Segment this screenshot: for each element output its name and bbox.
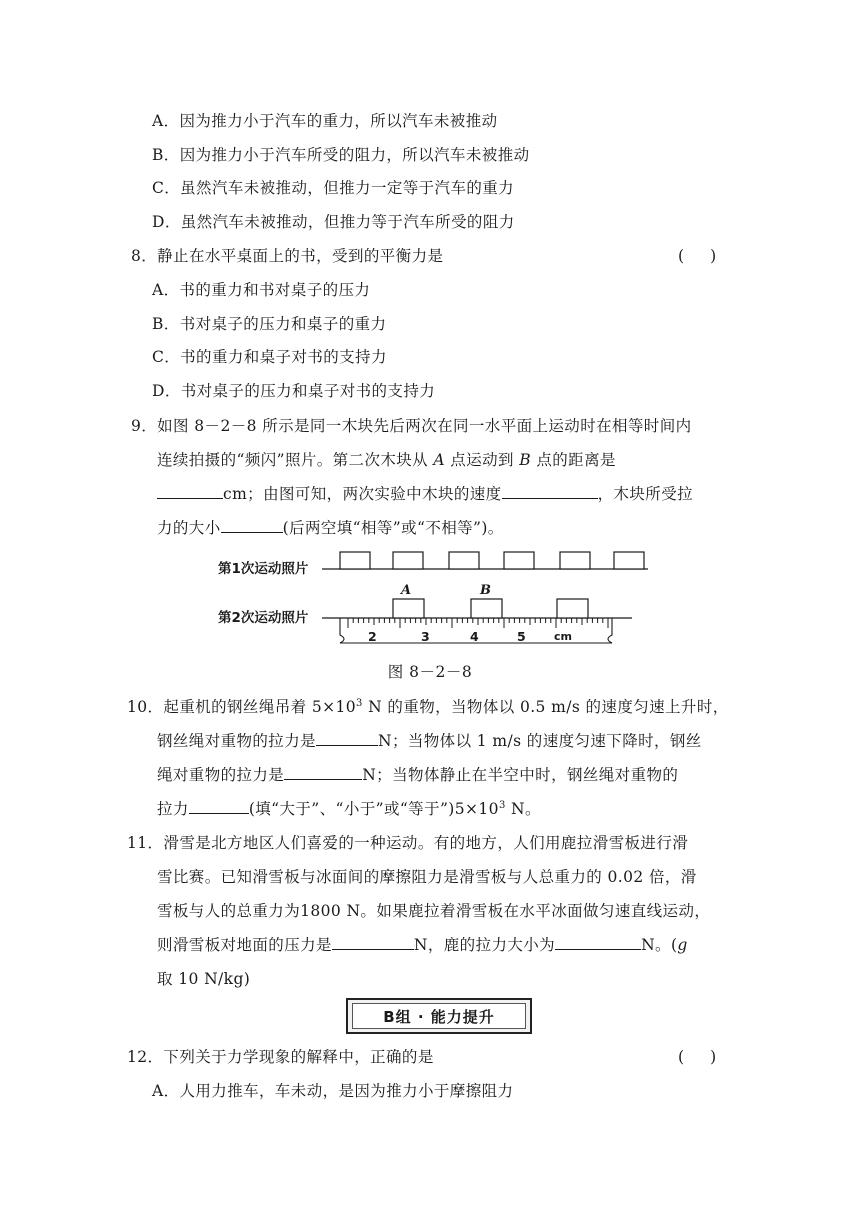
ruler-tick-label: 3 [421,629,430,644]
answer-blank[interactable] [502,484,598,499]
row2-block-b [471,599,502,618]
q11-line-5: 取 10 N/kg) [157,970,251,988]
q8-option-c: C．书的重力和桌子对书的支持力 [152,348,387,366]
q7-option-d: D．虽然汽车未被推动，但推力等于汽车所受的阻力 [152,213,515,231]
q10-line-1: 10．起重机的钢丝绳吊着 $5\times 10^3$ N 的重物，当物体以 0.5 m/s 的速度匀速上升时， [127,698,729,716]
q12-option-a: A．人用力推车，车未动，是因为推力小于摩擦阻力 [152,1082,514,1100]
answer-blank[interactable] [332,935,414,950]
q12-stem: 12．下列关于力学现象的解释中，正确的是 [127,1048,434,1066]
q9-line-4: 力的大小 (后两空填“相等”或“不相等”)。 [157,519,504,537]
answer-blank[interactable] [189,799,249,814]
q12-answer-paren: ( ) [678,1048,717,1066]
q9-line-2: 连续拍摄的“频闪”照片。第二次木块从 A 点运动到 B 点的距离是 [157,451,616,469]
answer-blank[interactable] [555,935,641,950]
figure-caption: 图 8－2－8 [387,663,473,681]
q9-line-1: 9．如图 8－2－8 所示是同一木块先后两次在同一水平面上运动时在相等时间内 [131,417,692,435]
q11-line-1: 11．滑雪是北方地区人们喜爱的一种运动。有的地方，人们用鹿拉滑雪板进行滑 [127,834,689,852]
row2-block [557,599,588,618]
block-a-label: A [401,583,412,598]
answer-blank[interactable] [157,484,223,499]
q10-line-2: 钢丝绳对重物的拉力是 N；当物体以 1 m/s 的速度匀速下降时，钢丝 [157,732,702,750]
ruler-ticks [348,618,608,628]
row1-block [393,552,423,569]
ruler-tick-label: 2 [368,629,377,644]
answer-blank[interactable] [316,731,378,746]
row1-blocks [340,552,644,569]
section-b-title: B组 · 能力提升 [352,1003,526,1029]
row1-label: 第1次运动照片 [218,561,309,577]
row1-block [614,552,644,569]
row1-block [340,552,370,569]
strobe-photo-figure [212,545,648,647]
q7-option-b: B．因为推力小于汽车所受的阻力，所以汽车未被推动 [152,146,530,164]
ruler-unit: cm [554,630,572,643]
row2-label: 第2次运动照片 [218,610,309,626]
q8-answer-paren: ( ) [678,247,717,265]
row1-block [504,552,534,569]
answer-blank[interactable] [221,518,283,533]
q8-option-a: A．书的重力和书对桌子的压力 [152,281,371,299]
q7-option-c: C．虽然汽车未被推动，但推力一定等于汽车的重力 [152,179,515,197]
q10-line-4: 拉力 (填“大于”、“小于”或“等于$”)5\times 10^3$ N。 [157,800,541,818]
q11-line-2: 雪比赛。已知滑雪板与冰面间的摩擦阻力是滑雪板与人总重力的 0.02 倍，滑 [157,868,697,886]
answer-blank[interactable] [284,765,362,780]
row2-block-a [393,599,424,618]
q10-line-3: 绳对重物的拉力是 N；当物体静止在半空中时，钢丝绳对重物的 [157,766,679,784]
q7-option-a: A．因为推力小于汽车的重力，所以汽车未被推动 [152,112,498,130]
q9-line-3: cm；由图可知，两次实验中木块的速度 ，木块所受拉 [157,484,693,504]
row1-block [560,552,590,569]
row1-block [449,552,479,569]
q8-option-b: B．书对桌子的压力和桌子的重力 [152,315,387,333]
block-b-label: B [480,583,491,598]
ruler-tick-label: 4 [470,629,479,644]
point-b-label: B [519,451,532,469]
point-a-label: A [433,451,445,469]
section-b-banner [346,998,532,1034]
q8-stem: 8．静止在水平桌面上的书，受到的平衡力是 [131,247,444,265]
ruler-tick-label: 5 [517,629,526,644]
q8-option-d: D．书对桌子的压力和桌子对书的支持力 [152,382,436,400]
q11-line-3: 雪板与人的总重力为1800 N。如果鹿拉着滑雪板在水平冰面做匀速直线运动， [157,902,711,920]
q11-line-4: 则滑雪板对地面的压力是 N，鹿的拉力大小为 N。(g [157,936,688,954]
